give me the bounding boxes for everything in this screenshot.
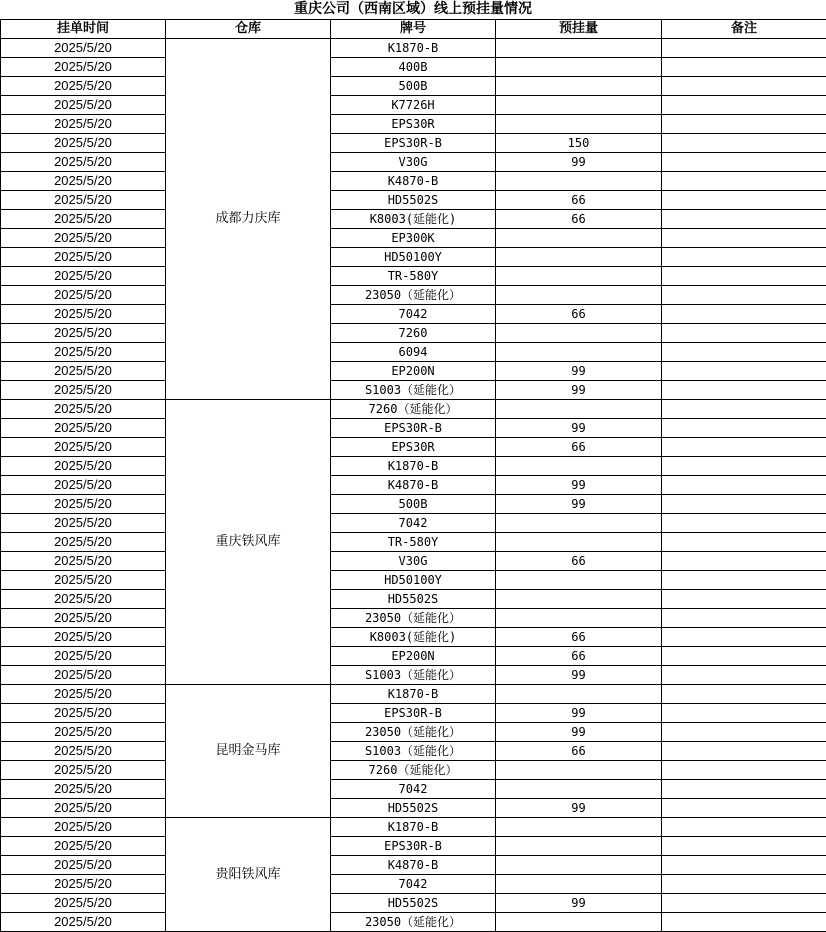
cell-date[interactable]: 2025/5/20 (1, 818, 166, 837)
cell-date[interactable]: 2025/5/20 (1, 476, 166, 495)
cell-note[interactable] (662, 58, 826, 77)
cell-note[interactable] (662, 343, 826, 362)
cell-date[interactable]: 2025/5/20 (1, 837, 166, 856)
table-row (1, 514, 826, 533)
cell-quantity[interactable]: 66 (496, 742, 662, 761)
cell-quantity[interactable]: 99 (496, 704, 662, 723)
cell-brand[interactable]: EPS30R-B (331, 134, 496, 153)
cell-date[interactable]: 2025/5/20 (1, 457, 166, 476)
cell-note[interactable] (662, 495, 826, 514)
cell-date[interactable]: 2025/5/20 (1, 875, 166, 894)
cell-date[interactable]: 2025/5/20 (1, 305, 166, 324)
header-quantity[interactable]: 预挂量 (496, 20, 662, 39)
cell-note[interactable] (662, 780, 826, 799)
table-row (1, 666, 826, 685)
cell-date[interactable]: 2025/5/20 (1, 172, 166, 191)
table-row (1, 39, 826, 58)
cell-quantity[interactable] (496, 248, 662, 267)
cell-quantity[interactable]: 150 (496, 134, 662, 153)
table-row (1, 381, 826, 400)
header-brand[interactable]: 牌号 (331, 20, 496, 39)
table-row (1, 552, 826, 571)
header-time[interactable]: 挂单时间 (1, 20, 166, 39)
cell-note[interactable] (662, 609, 826, 628)
cell-brand[interactable]: EPS30R-B (331, 837, 496, 856)
cell-quantity[interactable] (496, 324, 662, 343)
cell-date[interactable]: 2025/5/20 (1, 153, 166, 172)
cell-date[interactable]: 2025/5/20 (1, 628, 166, 647)
cell-quantity[interactable] (496, 590, 662, 609)
cell-warehouse[interactable]: 成都力庆库 (166, 39, 331, 400)
cell-date[interactable]: 2025/5/20 (1, 685, 166, 704)
cell-quantity[interactable]: 99 (496, 495, 662, 514)
cell-note[interactable] (662, 476, 826, 495)
cell-brand[interactable]: K1870-B (331, 685, 496, 704)
cell-quantity[interactable] (496, 58, 662, 77)
cell-quantity[interactable] (496, 77, 662, 96)
cell-brand[interactable]: S1003（延能化） (331, 666, 496, 685)
cell-warehouse[interactable]: 重庆铁风库 (166, 400, 331, 685)
cell-quantity[interactable] (496, 571, 662, 590)
cell-date[interactable]: 2025/5/20 (1, 704, 166, 723)
cell-date[interactable]: 2025/5/20 (1, 666, 166, 685)
cell-brand[interactable]: HD5502S (331, 191, 496, 210)
cell-note[interactable] (662, 590, 826, 609)
cell-note[interactable] (662, 305, 826, 324)
cell-brand[interactable]: EPS30R (331, 438, 496, 457)
cell-brand[interactable]: HD5502S (331, 894, 496, 913)
cell-brand[interactable]: K8003(延能化) (331, 210, 496, 229)
cell-date[interactable]: 2025/5/20 (1, 647, 166, 666)
cell-note[interactable] (662, 457, 826, 476)
cell-date[interactable]: 2025/5/20 (1, 780, 166, 799)
cell-note[interactable] (662, 894, 826, 913)
cell-quantity[interactable]: 99 (496, 476, 662, 495)
cell-note[interactable] (662, 39, 826, 58)
cell-date[interactable]: 2025/5/20 (1, 58, 166, 77)
cell-quantity[interactable] (496, 780, 662, 799)
cell-quantity[interactable] (496, 533, 662, 552)
cell-date[interactable]: 2025/5/20 (1, 77, 166, 96)
table-row (1, 305, 826, 324)
cell-quantity[interactable]: 99 (496, 153, 662, 172)
cell-brand[interactable]: HD5502S (331, 799, 496, 818)
cell-brand[interactable]: 7042 (331, 305, 496, 324)
cell-note[interactable] (662, 248, 826, 267)
cell-brand[interactable]: 500B (331, 495, 496, 514)
cell-note[interactable] (662, 115, 826, 134)
cell-note[interactable] (662, 381, 826, 400)
table-row (1, 172, 826, 191)
table-row (1, 875, 826, 894)
cell-brand[interactable]: HD5502S (331, 590, 496, 609)
table-row (1, 837, 826, 856)
cell-note[interactable] (662, 723, 826, 742)
cell-date[interactable]: 2025/5/20 (1, 495, 166, 514)
cell-date[interactable]: 2025/5/20 (1, 381, 166, 400)
cell-brand[interactable]: K4870-B (331, 172, 496, 191)
cell-brand[interactable]: 7260（延能化） (331, 400, 496, 419)
cell-brand[interactable]: S1003（延能化） (331, 742, 496, 761)
cell-quantity[interactable] (496, 229, 662, 248)
cell-brand[interactable]: EPS30R (331, 115, 496, 134)
cell-date[interactable]: 2025/5/20 (1, 894, 166, 913)
table-row (1, 533, 826, 552)
cell-brand[interactable]: 23050（延能化） (331, 723, 496, 742)
cell-quantity[interactable] (496, 39, 662, 58)
table-row (1, 761, 826, 780)
cell-brand[interactable]: 6094 (331, 343, 496, 362)
table-row (1, 286, 826, 305)
cell-quantity[interactable] (496, 818, 662, 837)
cell-note[interactable] (662, 647, 826, 666)
cell-quantity[interactable] (496, 400, 662, 419)
cell-quantity[interactable]: 99 (496, 894, 662, 913)
cell-date[interactable]: 2025/5/20 (1, 324, 166, 343)
table-row (1, 913, 826, 932)
table-row (1, 571, 826, 590)
cell-quantity[interactable] (496, 172, 662, 191)
cell-quantity[interactable] (496, 267, 662, 286)
cell-note[interactable] (662, 134, 826, 153)
cell-brand[interactable]: 7042 (331, 875, 496, 894)
cell-quantity[interactable]: 99 (496, 381, 662, 400)
cell-note[interactable] (662, 210, 826, 229)
table-row (1, 704, 826, 723)
cell-date[interactable]: 2025/5/20 (1, 39, 166, 58)
cell-brand[interactable]: K1870-B (331, 39, 496, 58)
table-row (1, 742, 826, 761)
cell-quantity[interactable] (496, 96, 662, 115)
cell-brand[interactable]: 23050（延能化） (331, 609, 496, 628)
table-row (1, 362, 826, 381)
table-row (1, 894, 826, 913)
cell-note[interactable] (662, 761, 826, 780)
cell-brand[interactable]: HD50100Y (331, 248, 496, 267)
cell-brand[interactable]: K7726H (331, 96, 496, 115)
cell-date[interactable]: 2025/5/20 (1, 115, 166, 134)
cell-quantity[interactable] (496, 609, 662, 628)
cell-date[interactable]: 2025/5/20 (1, 362, 166, 381)
cell-note[interactable] (662, 77, 826, 96)
cell-date[interactable]: 2025/5/20 (1, 248, 166, 267)
table-row (1, 115, 826, 134)
cell-note[interactable] (662, 514, 826, 533)
cell-brand[interactable]: 7260（延能化） (331, 761, 496, 780)
cell-brand[interactable]: K1870-B (331, 818, 496, 837)
cell-date[interactable]: 2025/5/20 (1, 210, 166, 229)
cell-date[interactable]: 2025/5/20 (1, 913, 166, 932)
cell-note[interactable] (662, 96, 826, 115)
cell-quantity[interactable]: 66 (496, 438, 662, 457)
cell-quantity[interactable]: 66 (496, 647, 662, 666)
cell-brand[interactable]: 7042 (331, 780, 496, 799)
table-body (1, 39, 826, 932)
cell-quantity[interactable] (496, 514, 662, 533)
cell-brand[interactable]: K1870-B (331, 457, 496, 476)
cell-note[interactable] (662, 875, 826, 894)
cell-note[interactable] (662, 666, 826, 685)
cell-brand[interactable]: K4870-B (331, 476, 496, 495)
cell-brand[interactable]: 500B (331, 77, 496, 96)
cell-brand[interactable]: 23050（延能化） (331, 913, 496, 932)
cell-date[interactable]: 2025/5/20 (1, 571, 166, 590)
cell-note[interactable] (662, 704, 826, 723)
cell-date[interactable]: 2025/5/20 (1, 191, 166, 210)
table-row (1, 685, 826, 704)
cell-quantity[interactable] (496, 685, 662, 704)
cell-date[interactable]: 2025/5/20 (1, 856, 166, 875)
cell-warehouse[interactable]: 贵阳铁风库 (166, 818, 331, 932)
cell-date[interactable]: 2025/5/20 (1, 761, 166, 780)
header-row (1, 20, 826, 39)
cell-quantity[interactable]: 66 (496, 552, 662, 571)
cell-brand[interactable]: HD50100Y (331, 571, 496, 590)
table-row (1, 343, 826, 362)
cell-date[interactable]: 2025/5/20 (1, 514, 166, 533)
cell-brand[interactable]: 400B (331, 58, 496, 77)
table-row (1, 96, 826, 115)
cell-date[interactable]: 2025/5/20 (1, 400, 166, 419)
cell-brand[interactable]: EP200N (331, 647, 496, 666)
table-row (1, 780, 826, 799)
cell-date[interactable]: 2025/5/20 (1, 134, 166, 153)
cell-quantity[interactable]: 99 (496, 723, 662, 742)
table-row (1, 723, 826, 742)
table-row (1, 210, 826, 229)
cell-note[interactable] (662, 742, 826, 761)
cell-note[interactable] (662, 267, 826, 286)
cell-brand[interactable]: 23050（延能化） (331, 286, 496, 305)
cell-quantity[interactable]: 66 (496, 305, 662, 324)
cell-date[interactable]: 2025/5/20 (1, 742, 166, 761)
cell-note[interactable] (662, 533, 826, 552)
cell-date[interactable]: 2025/5/20 (1, 552, 166, 571)
cell-note[interactable] (662, 818, 826, 837)
cell-date[interactable]: 2025/5/20 (1, 96, 166, 115)
header-note[interactable]: 备注 (662, 20, 826, 39)
cell-quantity[interactable] (496, 761, 662, 780)
cell-quantity[interactable]: 99 (496, 419, 662, 438)
cell-quantity[interactable] (496, 875, 662, 894)
cell-brand[interactable]: TR-580Y (331, 267, 496, 286)
cell-note[interactable] (662, 153, 826, 172)
table-row (1, 438, 826, 457)
cell-note[interactable] (662, 362, 826, 381)
cell-date[interactable]: 2025/5/20 (1, 343, 166, 362)
cell-note[interactable] (662, 286, 826, 305)
cell-quantity[interactable] (496, 457, 662, 476)
table-row (1, 419, 826, 438)
cell-quantity[interactable] (496, 913, 662, 932)
cell-quantity[interactable] (496, 837, 662, 856)
sheet-title: 重庆公司（西南区域）线上预挂量情况 (294, 1, 532, 17)
cell-warehouse[interactable]: 昆明金马库 (166, 685, 331, 818)
table-row (1, 229, 826, 248)
cell-date[interactable]: 2025/5/20 (1, 438, 166, 457)
table-row (1, 818, 826, 837)
cell-brand[interactable]: EPS30R-B (331, 704, 496, 723)
cell-note[interactable] (662, 324, 826, 343)
cell-date[interactable]: 2025/5/20 (1, 286, 166, 305)
cell-brand[interactable]: V30G (331, 153, 496, 172)
cell-brand[interactable]: EP200N (331, 362, 496, 381)
cell-quantity[interactable] (496, 286, 662, 305)
table-row (1, 476, 826, 495)
cell-brand[interactable]: EP300K (331, 229, 496, 248)
cell-date[interactable]: 2025/5/20 (1, 799, 166, 818)
cell-note[interactable] (662, 628, 826, 647)
cell-quantity[interactable] (496, 856, 662, 875)
cell-quantity[interactable]: 66 (496, 191, 662, 210)
cell-note[interactable] (662, 856, 826, 875)
cell-quantity[interactable] (496, 115, 662, 134)
cell-note[interactable] (662, 837, 826, 856)
cell-quantity[interactable] (496, 343, 662, 362)
table-row (1, 58, 826, 77)
cell-note[interactable] (662, 799, 826, 818)
cell-brand[interactable]: V30G (331, 552, 496, 571)
cell-note[interactable] (662, 571, 826, 590)
table-row (1, 457, 826, 476)
cell-quantity[interactable]: 99 (496, 666, 662, 685)
table-row (1, 400, 826, 419)
table-row (1, 609, 826, 628)
cell-date[interactable]: 2025/5/20 (1, 229, 166, 248)
data-table (0, 19, 826, 932)
cell-note[interactable] (662, 685, 826, 704)
cell-brand[interactable]: EPS30R-B (331, 419, 496, 438)
cell-quantity[interactable]: 66 (496, 210, 662, 229)
cell-note[interactable] (662, 172, 826, 191)
cell-date[interactable]: 2025/5/20 (1, 419, 166, 438)
cell-brand[interactable]: K4870-B (331, 856, 496, 875)
cell-brand[interactable]: 7260 (331, 324, 496, 343)
cell-note[interactable] (662, 191, 826, 210)
cell-note[interactable] (662, 438, 826, 457)
table-row (1, 248, 826, 267)
table-row (1, 856, 826, 875)
table-row (1, 153, 826, 172)
cell-note[interactable] (662, 552, 826, 571)
header-warehouse[interactable]: 仓库 (166, 20, 331, 39)
cell-note[interactable] (662, 419, 826, 438)
table-row (1, 134, 826, 153)
table-row (1, 799, 826, 818)
cell-quantity[interactable]: 99 (496, 799, 662, 818)
table-row (1, 495, 826, 514)
cell-date[interactable]: 2025/5/20 (1, 723, 166, 742)
table-row (1, 191, 826, 210)
cell-date[interactable]: 2025/5/20 (1, 267, 166, 286)
cell-brand[interactable]: S1003（延能化） (331, 381, 496, 400)
cell-date[interactable]: 2025/5/20 (1, 609, 166, 628)
cell-note[interactable] (662, 229, 826, 248)
table-row (1, 628, 826, 647)
cell-date[interactable]: 2025/5/20 (1, 590, 166, 609)
table-row (1, 77, 826, 96)
cell-date[interactable]: 2025/5/20 (1, 533, 166, 552)
table-row (1, 590, 826, 609)
cell-brand[interactable]: K8003(延能化) (331, 628, 496, 647)
cell-note[interactable] (662, 913, 826, 932)
cell-brand[interactable]: 7042 (331, 514, 496, 533)
cell-note[interactable] (662, 400, 826, 419)
table-row (1, 267, 826, 286)
cell-brand[interactable]: TR-580Y (331, 533, 496, 552)
table-row (1, 647, 826, 666)
cell-quantity[interactable]: 66 (496, 628, 662, 647)
cell-quantity[interactable]: 99 (496, 362, 662, 381)
table-row (1, 324, 826, 343)
